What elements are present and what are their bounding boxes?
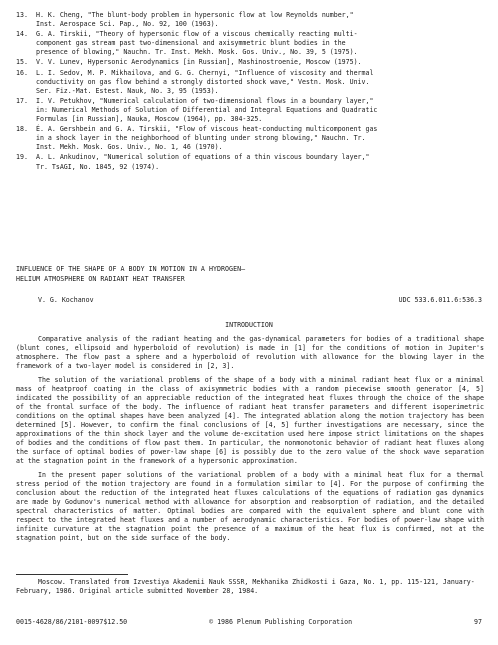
reference-list [16, 11, 478, 173]
reference-item [16, 125, 478, 152]
page-number: 97 [474, 618, 482, 626]
footer-copyright: © 1986 Plenum Publishing Corporation [209, 618, 353, 626]
reference-text: G. A. Tirskii, "Theory of hypersonic flow of a viscous chemically reacting multi- component gas stream past two-dimensional and axisymmetric blunt bodies in the presence of blowing," Nauchn. Tr. Inst. Mekh. Mosk. Gos. Univ., No. 39, 5 (1975). [36, 30, 358, 57]
body-paragraph: The solution of the variational problems of the shape of a body with a minimal radiant heat flux or a minimal mass of heatproof coating in the class of axisymmetric bodies with a random piecewise smooth generator [4, 5] indicated the possibility of an appreciable reduction of the integrated heat fluxes through the choice of the shape of the frontal surface of the body. The influence of radiant heat transfer parameters and different isoperimetric conditions on the optimal shapes have been analyzed [4]. The integrated ablation along the motion trajectory has been determined [5]. However, to confirm the final conclusions of [4, 5] further investigations are necessary, since the approximations of the thin shock layer and the volume de-excitation used here impose strict limitations on the shapes of bodies and the conditions of flow past them. In particular, the nonmonotonic behavior of radiant heat fluxes along the surface of optimal bodies of power-law shape [6] is possibly due to the zero value of the shock wave separation at the stagnation point in the framework of a hypersonic approximation. [16, 376, 484, 465]
footer-code: 0015-4628/86/2101-0097$12.50 [16, 618, 128, 626]
reference-item [16, 97, 478, 124]
reference-item [16, 58, 478, 67]
udc-code: UDC 533.6.011.6:536.3 [398, 296, 482, 304]
reference-number: 17. [16, 96, 28, 105]
reference-text: A. L. Ankudinov, "Numerical solution of equations of a thin viscous boundary layer," Tr. TsAGI, No. 1845, 92 (1974). [36, 153, 370, 171]
reference-text: V. V. Lunev, Hypersonic Aerodynamics [in Russian], Mashinostroenie, Moscow (1975). [36, 58, 362, 67]
footnote [16, 578, 482, 596]
article-title: INFLUENCE OF THE SHAPE OF A BODY IN MOTION IN A HYDROGEN– HELIUM ATMOSPHERE ON RADIANT HEAT TRANSFER [16, 265, 246, 283]
reference-item [16, 153, 478, 171]
reference-number: 18. [16, 125, 28, 134]
reference-number: 14. [16, 30, 28, 39]
article-author: V. G. Kochanov [38, 296, 94, 304]
footnote-text: Moscow. Translated from Izvestiya Akademii Nauk SSSR, Mekhanika Zhidkosti i Gaza, No. 1, pp. 115-121, January-February, 1986. Original article submitted November 28, 1984. [16, 578, 475, 596]
body-paragraph: In the present paper solutions of the variational problem of a body with a minimal heat flux for a thermal stress period of the motion trajectory are found in a formulation similar to [4]. For the purpose of confirming the conclusion about the reduction of the integrated heat fluxes calculations of the equations of radiation gas dynamics are made by Godunov's numerical method with allowance for absorption and reabsorption of radiation, and the detailed spectral characteristics of matter. Optimal bodies are compared with the equivalent sphere and blunt cone with respect to the integrated heat fluxes and a number of aerodynamic characteristics. For bodies of power-law shape with infinite curvature at the stagnation point the presence of a maximum of the heat flux is confirmed, not at the stagnation point, but on the side surface of the body. [16, 471, 484, 542]
reference-number: 16. [16, 68, 28, 77]
reference-number: 19. [16, 153, 28, 162]
reference-item [16, 30, 478, 57]
article-body [16, 335, 484, 548]
reference-text: L. I. Sedov, M. P. Mikhailova, and G. G. Chernyi, "Influence of viscosity and thermal conductivity on gas flow behind a strongly distorted shock wave," Vestn. Mosk. Univ. Ser. Fiz.-Mat. Estest. Nauk, No. 3, 95 (1953). [36, 68, 374, 95]
reference-number: 13. [16, 11, 28, 19]
section-heading: INTRODUCTION [225, 321, 273, 329]
reference-item [16, 69, 478, 96]
reference-item [16, 11, 478, 29]
reference-text: H. K. Cheng, "The blunt-body problem in hypersonic flow at low Reynolds number," Inst. Aerospace Sci. Pap., No. 92, 100 (1963). [36, 11, 354, 29]
body-paragraph: Comparative analysis of the radiant heating and the gas-dynamical parameters for bodies of a traditional shape (blunt cones, ellipsoid and hyperboloid of revolution) is made in [1] for the conditions of motion in Jupiter's atmosphere. The flow past a sphere and a hyperboloid of revolution with allowance for the blowing layer in the framework of a two-layer model is considered in [2, 3]. [16, 335, 484, 370]
reference-number: 15. [16, 58, 28, 67]
reference-text: É. A. Gershbein and G. A. Tirskii, "Flow of viscous heat-conducting multicomponent gas in a shock layer in the neighborhood of blunting under strong blowing," Nauchn. Tr. Inst. Mekh. Mosk. Gos. Univ., No. 1, 46 (1970). [36, 125, 378, 152]
footnote-divider [16, 574, 128, 575]
reference-text: I. V. Petukhov, "Numerical calculation of two-dimensional flows in a boundary layer," in: Numerical Methods of Solution of Differential and Integral Equations and Quadratic Formulas [in Russian], Nauka, Moscow (1964), pp. 304-325. [36, 96, 378, 124]
page-footer [16, 618, 482, 626]
